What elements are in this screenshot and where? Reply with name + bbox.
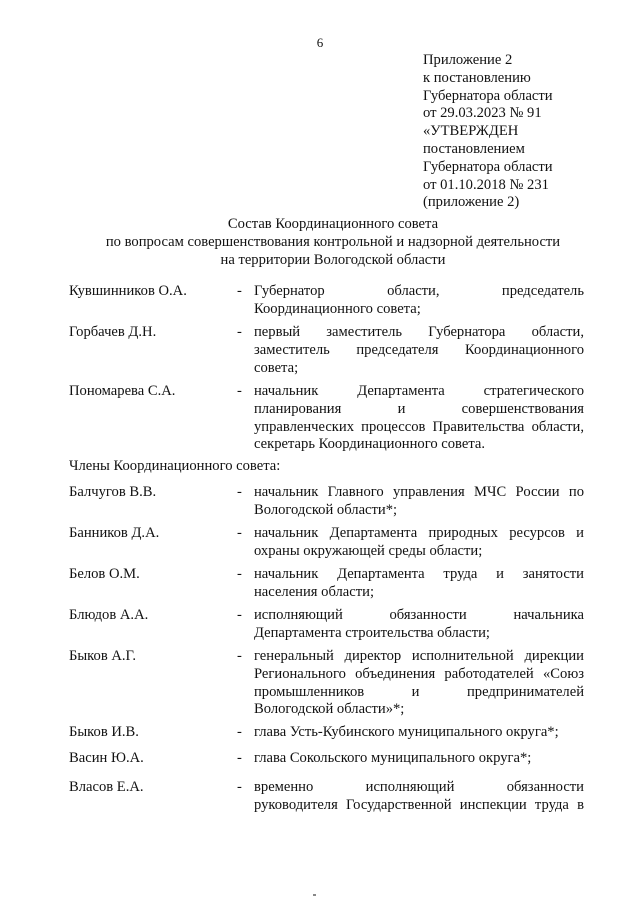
description-line: Регионального объединения работодателей «Союз [254, 665, 584, 682]
position-description [254, 566, 584, 602]
appendix-line: от 29.03.2023 № 91 [423, 105, 542, 122]
description-line: исполняющий обязанности начальника [254, 607, 584, 623]
heading-line: на территории Вологодской области [220, 251, 446, 268]
dash-separator: - [237, 566, 242, 582]
person-name: Васин Ю.А. [69, 750, 144, 766]
description-line: Вологодской области»*; [254, 701, 405, 718]
person-name: Пономарева С.А. [69, 383, 176, 399]
description-line: временно исполняющий обязанности [254, 779, 584, 795]
description-line: Губернатор области, председатель [254, 283, 584, 299]
description-line: заместитель председателя Координационного [254, 341, 584, 358]
page-number: 6 [316, 35, 324, 50]
position-description [254, 750, 584, 768]
appendix-line: к постановлению [423, 69, 531, 86]
position-description [254, 324, 584, 377]
description-line: Координационного совета; [254, 300, 421, 317]
dash-separator: - [237, 525, 242, 541]
person-name: Быков И.В. [69, 724, 139, 740]
position-description [254, 724, 584, 742]
description-line: первый заместитель Губернатора области, [254, 324, 584, 340]
dash-separator: - [237, 283, 242, 299]
dash-separator: - [237, 484, 242, 500]
description-line: управленческих процессов Правительства области, [254, 418, 584, 435]
appendix-line: «УТВЕРЖДЕН [423, 123, 519, 140]
description-line: промышленников и предпринимателей [254, 683, 584, 700]
heading-line: по вопросам совершенствования контрольной и надзорной деятельности [105, 233, 561, 250]
appendix-line: (приложение 2) [423, 194, 520, 211]
description-line: глава Усть-Кубинского муниципального округа*; [254, 724, 559, 740]
dash-separator: - [237, 724, 242, 740]
description-line: секретарь Координационного совета. [254, 436, 485, 453]
description-line: руководителя Государственной инспекции труда в [254, 796, 584, 813]
position-description [254, 484, 584, 520]
position-description [254, 648, 584, 719]
description-line: охраны окружающей среды области; [254, 542, 483, 559]
description-line: начальник Главного управления МЧС России по [254, 484, 584, 500]
description-line: населения области; [254, 583, 374, 600]
description-line: начальник Департамента стратегического [254, 383, 584, 399]
person-name: Горбачев Д.Н. [69, 324, 157, 340]
members-label: Члены Координационного совета: [69, 458, 281, 474]
dash-separator: - [237, 779, 242, 795]
description-line: генеральный директор исполнительной дирекции [254, 648, 584, 664]
appendix-line: Губернатора области [423, 158, 553, 175]
description-line: начальник Департамента природных ресурсов и [254, 525, 584, 541]
position-description [254, 779, 584, 815]
dash-separator: - [237, 648, 242, 664]
appendix-line: Губернатора области [423, 87, 553, 104]
appendix-line: постановлением [423, 140, 525, 157]
position-description [254, 525, 584, 561]
appendix-line: от 01.10.2018 № 231 [423, 176, 549, 193]
description-line: Вологодской области*; [254, 501, 398, 518]
person-name: Банников Д.А. [69, 525, 160, 541]
description-line: начальник Департамента труда и занятости [254, 566, 584, 582]
person-name: Быков А.Г. [69, 648, 136, 664]
person-name: Балчугов В.В. [69, 484, 157, 500]
description-line: планирования и совершенствования [254, 400, 584, 417]
person-name: Кувшинников О.А. [69, 283, 187, 299]
description-line: совета; [254, 359, 299, 376]
position-description [254, 383, 584, 454]
scan-artifact [313, 894, 316, 896]
position-description [254, 607, 584, 643]
document-heading [60, 216, 606, 269]
person-name: Блюдов А.А. [69, 607, 149, 623]
appendix-block [423, 52, 628, 212]
dash-separator: - [237, 383, 242, 399]
appendix-line: Приложение 2 [423, 52, 513, 68]
dash-separator: - [237, 607, 242, 623]
position-description [254, 283, 584, 319]
description-line: глава Сокольского муниципального округа*; [254, 750, 532, 766]
heading-line: Состав Координационного совета [227, 216, 439, 232]
dash-separator: - [237, 324, 242, 340]
description-line: Департамента строительства области; [254, 624, 490, 641]
person-name: Белов О.М. [69, 566, 140, 582]
dash-separator: - [237, 750, 242, 766]
person-name: Власов Е.А. [69, 779, 144, 795]
